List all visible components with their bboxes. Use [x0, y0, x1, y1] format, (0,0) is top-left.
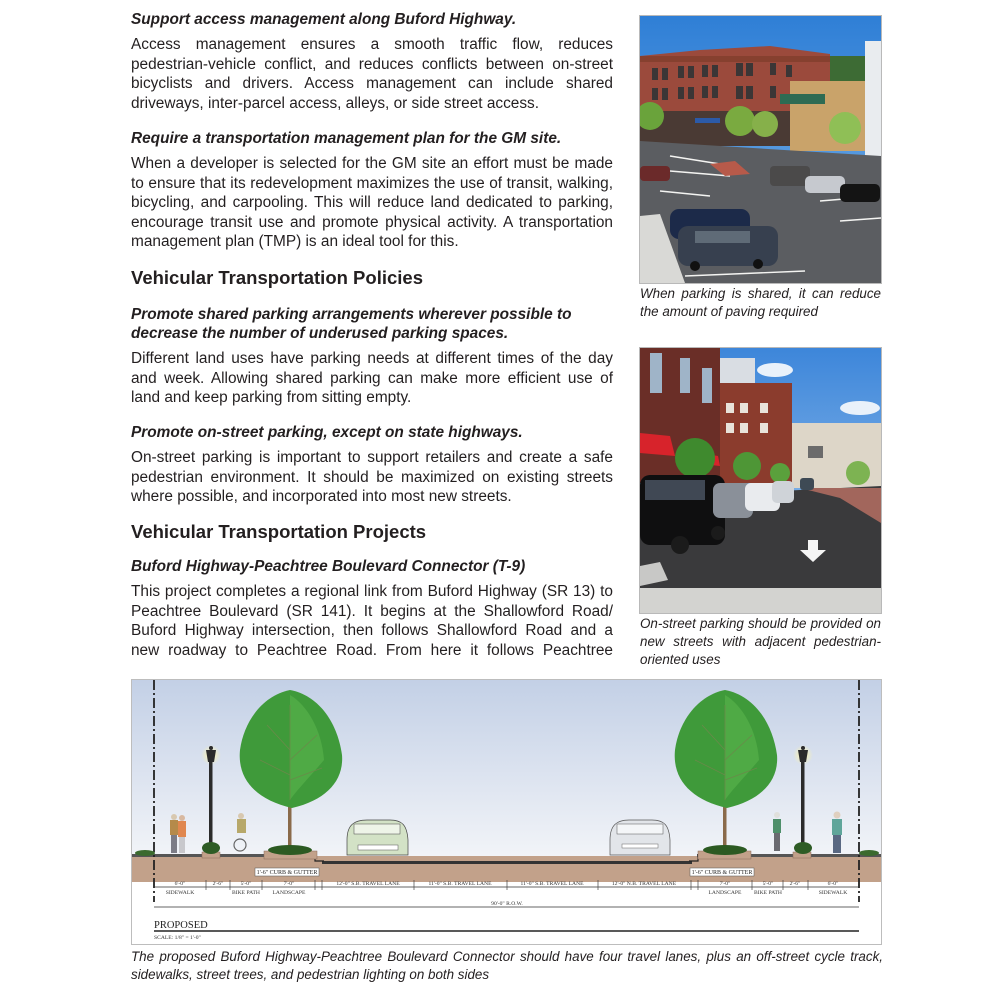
- photo2-caption: On-street parking should be provided on new streets with adjacent pedestrian-oriented uses: [640, 616, 881, 667]
- lane-3-label: 11'-0" S.B. TRAVEL LANE: [520, 881, 584, 887]
- label-landscape-right: LANDSCAPE: [708, 890, 742, 896]
- curb-gutter-label-right: 1'-6" CURB & GUTTER: [691, 870, 753, 876]
- cross-section-drawing: [132, 680, 881, 944]
- block-access-management: [131, 10, 613, 113]
- section-title: Vehicular Transportation Projects: [131, 521, 427, 542]
- photo1-caption: When parking is shared, it can reduce the amount of paving required: [640, 286, 881, 319]
- photo-shared-parking: [639, 15, 882, 284]
- subheading: Support access management along Buford Highway.: [131, 11, 517, 28]
- lane-4-label: 12'-0" N.B. TRAVEL LANE: [611, 881, 677, 887]
- dim-sidewalk-left: 6'-0": [174, 881, 186, 887]
- paragraph: On-street parking is important to support retailers and create a safe pedestrian environment. It should be maximized on existing streets where possible, and incorporated into most new streets.: [131, 449, 613, 505]
- label-bike-path-left: BIKE PATH: [232, 890, 260, 896]
- cross-section-caption: The proposed Buford Highway-Peachtree Boulevard Connector should have four travel lanes, plus an off-street cycle track, sidewalks, street trees, and pedestrian lighting on both sides: [131, 949, 883, 982]
- block-on-street-parking: [131, 423, 613, 507]
- subheading: Promote shared parking arrangements wherever possible to decrease the number of underused parking spaces.: [131, 306, 572, 342]
- section-title-projects: [131, 521, 613, 543]
- drawing-title: PROPOSED: [154, 920, 208, 931]
- dim-bike-path-right: 5'-0": [762, 881, 774, 887]
- block-shared-parking: [131, 305, 613, 408]
- paragraph: When a developer is selected for the GM site an effort must be made to ensure that its redevelopment maximizes the use of transit, walking, bicycling, and carpooling. This will reduce land dedicated to parking, encourage transit use and promote physical activity. A transportation management plan (TMP) is an ideal tool for this.: [131, 155, 613, 250]
- street-cross-section: [131, 679, 882, 945]
- label-sidewalk-right: SIDEWALK: [818, 890, 848, 896]
- section-title-policies: [131, 267, 613, 289]
- drawing-scale: SCALE: 1/8" = 1'-0": [154, 935, 201, 941]
- lane-1-label: 12'-0" S.B. TRAVEL LANE: [336, 881, 400, 887]
- subheading: Promote on-street parking, except on state highways.: [131, 424, 523, 441]
- paragraph: This project completes a regional link from Buford Highway (SR 13) to Peachtree Boulevard (SR 141). It begins at the Shallowford Road/ Buford Highway intersection, then follows Shallowford Road and a new roadway to Peachtree Road. From here it follows Peachtree: [131, 583, 613, 659]
- car-right-icon: [610, 820, 670, 855]
- subheading: Buford Highway-Peachtree Boulevard Connector (T-9): [131, 558, 526, 575]
- dim-landscape-left: 7'-0": [283, 881, 295, 887]
- label-bike-path-right: BIKE PATH: [754, 890, 782, 896]
- dim-sidewalk-right: 6'-0": [827, 881, 839, 887]
- row-width-label: 90'-0" R.O.W.: [491, 901, 523, 907]
- label-landscape-left: LANDSCAPE: [272, 890, 306, 896]
- paragraph: Different land uses have parking needs at different times of the day and week. Allowing shared parking can make more efficient use of land and keep parking from sitting empty.: [131, 350, 613, 406]
- curb-gutter-label-left: 1'-6" CURB & GUTTER: [256, 870, 318, 876]
- dim-buffer-left: 2'-6": [212, 881, 224, 887]
- label-sidewalk-left: SIDEWALK: [165, 890, 195, 896]
- on-street-parking-image: [640, 348, 881, 613]
- dim-buffer-right: 2'-6": [789, 881, 801, 887]
- paragraph: Access management ensures a smooth traffic flow, reduces pedestrian-vehicle conflict, and reduces conflicts between on-street bicyclists and drivers. Access management can include shared driveways, inter-parcel access, alleys, or side street access.: [131, 36, 613, 112]
- car-left-icon: [347, 820, 408, 855]
- section-title: Vehicular Transportation Policies: [131, 267, 423, 288]
- block-tmp-gm-site: [131, 129, 613, 252]
- lane-2-label: 11'-0" S.B. TRAVEL LANE: [428, 881, 492, 887]
- subheading: Require a transportation management plan for the GM site.: [131, 130, 562, 147]
- parking-lot-image: [640, 16, 881, 283]
- photo-on-street-parking: [639, 347, 882, 614]
- dim-landscape-right: 7'-0": [719, 881, 731, 887]
- block-connector-t9: [131, 557, 613, 660]
- dim-bike-path-left: 5'-0": [240, 881, 252, 887]
